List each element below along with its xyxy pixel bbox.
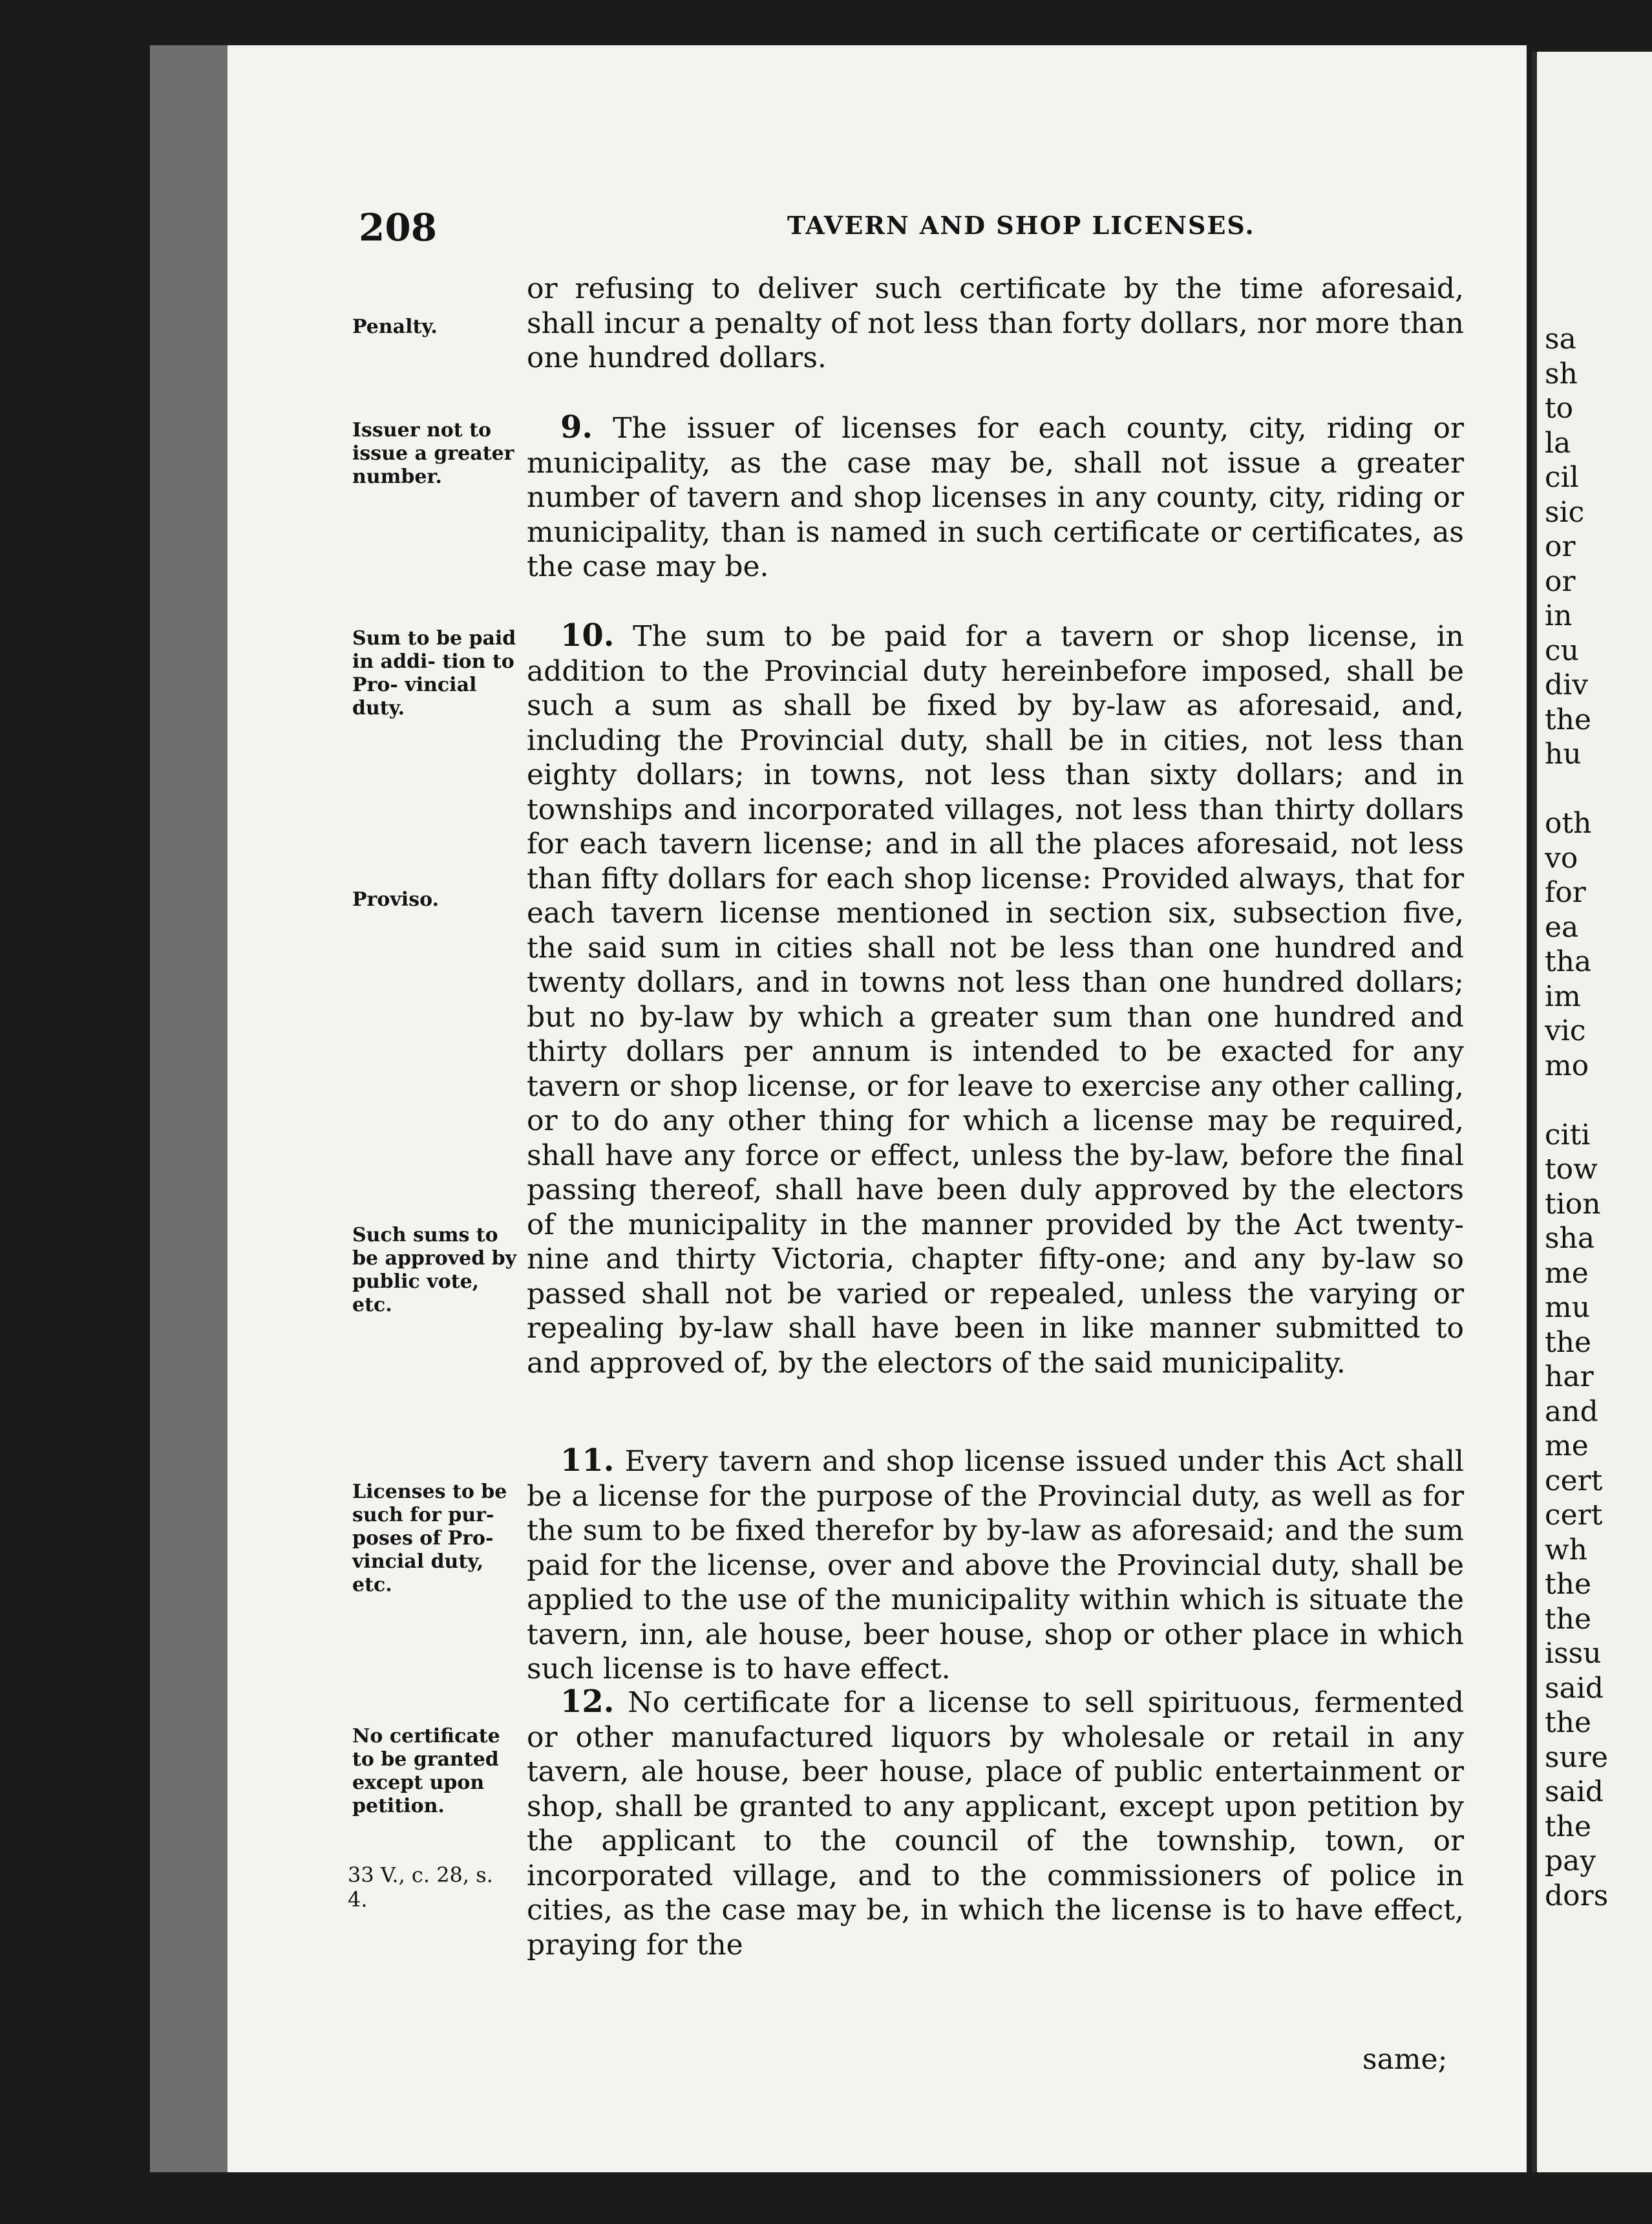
right-page-line: la [1545,426,1571,460]
running-title: TAVERN AND SHOP LICENSES. [787,211,1255,240]
section-text: The issuer of licenses for each county, city, riding or municipality, as the case may be, shall not issue a greater number of tavern and shop licenses in any county, city, riding or municipality, than is named in such certificate or certificates, as the case may be. [527,412,1464,583]
right-page-line [1537,1083,1608,1118]
section-text: No certificate for a license to sell spirituous, fermented or other manufactured liquors by wholesale or retail in any tavern, ale house, beer house, place of public entertainment or shop, shall be granted to any applicant, except upon petition by the applicant to the council of the township, town, or incorporated village, and to the commissioners of police in cities, as the case may be, in which the license is to have effect, praying for the [527,1686,1464,1962]
section-number: 10. [560,617,615,654]
right-page-fragment [1532,52,1652,2172]
right-page-line: oth [1545,807,1592,840]
right-page-line: vo [1545,841,1578,875]
right-page-line: cert [1545,1464,1603,1497]
right-page-line: me [1545,1429,1589,1462]
section-number: 9. [560,409,593,445]
right-page-line: tion [1545,1187,1601,1221]
right-page-line: and [1545,1395,1598,1428]
section-12 [527,1685,1464,1962]
right-page-line: cu [1545,634,1579,667]
right-page-line: sic [1545,495,1585,529]
right-page-line: sh [1545,357,1578,390]
margin-citation: 33 V., c. 28, s. 4. [348,1863,493,1912]
margin-note-no-certificate: No certificate to be granted except upon petition. [352,1725,500,1817]
right-page-line: tha [1545,945,1592,978]
right-page-line: or [1545,530,1576,563]
right-page-line: the [1545,1568,1592,1601]
right-page-line: hu [1545,738,1582,771]
right-page-line: issu [1545,1637,1602,1670]
section-text: The sum to be paid for a tavern or shop license, in addition to the Provincial duty hereinbefore imposed, shall be such a sum as shall be fixed by by-law as aforesaid, and, including the Provincial duty, shall be in cities, not less than eighty dollars; in towns, not less than sixty dollars; and in townships and incorporated villages, not less than thirty dollars for each tavern license; and in all the places aforesaid, not less than fifty dollars for each shop license: Provided always, that for each tavern license mentioned in section six, subsection five, the said sum in cities shall not be less than one hundred and twenty dollars, and in towns not less than one hundred dollars; but no by-law by which a greater sum than one hundred and thirty dollars per annum is intended to be exacted for any tavern or shop license, or for leave to exercise any other calling, or to do any other thing for which a license may be required, shall have any force or effect, unless the by-law, before the final passing thereof, shall have been duly approved by the electors of the municipality in the manner provided by the Act twenty-nine and thirty Victoria, chapter fifty-one; and any by-law so passed shall not be varied or repealed, unless the varying or repealing by-law shall have been in like manner submitted to and approved of, by the electors of the said municipality. [527,620,1464,1380]
right-page-lines [1537,322,1608,1913]
right-page-line: im [1545,979,1581,1013]
right-page-line: dors [1545,1879,1609,1912]
right-page-line: sure [1545,1740,1608,1774]
right-page-line: to [1545,392,1574,425]
right-page-line: or [1545,564,1576,598]
right-page-line: sa [1545,323,1576,356]
margin-note-issuer: Issuer not to issue a greater number. [352,419,514,488]
right-page-line: me [1545,1256,1589,1290]
right-page-line: mu [1545,1291,1591,1324]
margin-note-penalty: Penalty. [352,315,438,338]
margin-note-sum: Sum to be paid in addi- tion to Pro- vincial duty. [352,627,516,720]
right-page-line: the [1545,1602,1592,1636]
page-number: 208 [359,206,438,250]
right-page-line: har [1545,1360,1594,1393]
paragraph-continued: or refusing to deliver such certificate by the time aforesaid, shall incur a penalty of not less than forty dollars, nor more than one hundred dollars. [527,272,1464,374]
section-number: 11. [560,1442,615,1479]
right-page-line: the [1545,703,1592,736]
right-page-line: tow [1545,1153,1598,1186]
section-text: Every tavern and shop license issued under this Act shall be a license for the purpose of the Provincial duty, as well as for the sum to be fixed therefor by by-law as aforesaid; and the sum paid for the license, over and above the Provincial duty, shall be applied to the use of the municipality within which is situate the tavern, inn, ale house, beer house, shop or other place in which such license is to have effect. [527,1445,1464,1685]
right-page-line: the [1545,1810,1592,1843]
right-page-line: mo [1545,1049,1589,1082]
catchword: same; [1362,2043,1448,2076]
right-page-line: the [1545,1325,1592,1359]
right-page-line: in [1545,599,1573,632]
right-page-line: ea [1545,910,1579,944]
right-page-line: wh [1545,1533,1587,1566]
right-page-line: vic [1545,1014,1586,1047]
right-page-line: div [1545,668,1589,701]
right-page-line: said [1545,1671,1604,1705]
section-9 [527,411,1464,584]
right-page-line: the [1545,1706,1592,1739]
right-page-line: cert [1545,1499,1603,1532]
margin-note-such-sums: Such sums to be approved by public vote, etc. [352,1224,517,1316]
section-number: 12. [560,1684,615,1720]
right-page-line: for [1545,876,1586,909]
right-page-line [1537,772,1608,807]
right-page-line: said [1545,1775,1604,1808]
right-page-line: pay [1545,1844,1596,1877]
margin-note-proviso: Proviso. [352,888,439,911]
margin-note-licenses: Licenses to be such for pur- poses of Pro- vincial duty, etc. [352,1481,507,1596]
section-10 [527,619,1464,1380]
right-page-line: citi [1545,1118,1591,1151]
section-11 [527,1444,1464,1687]
right-page-line: sha [1545,1222,1595,1255]
right-page-line: cil [1545,461,1579,494]
